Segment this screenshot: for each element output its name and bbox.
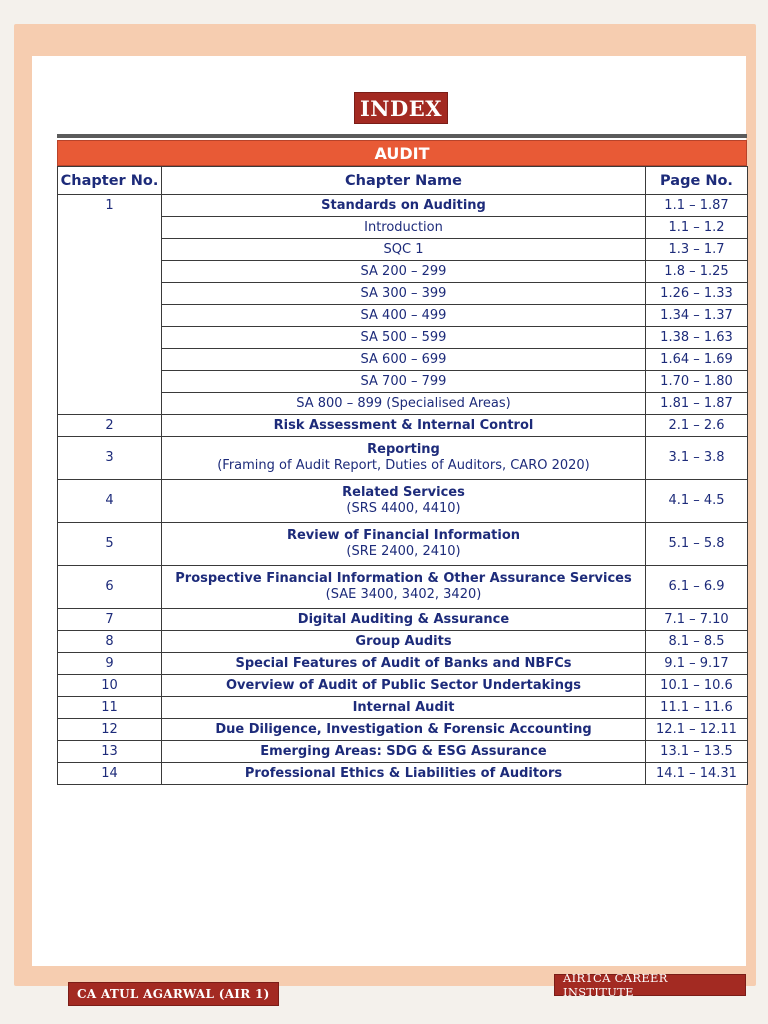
page-range: 8.1 – 8.5 bbox=[646, 631, 748, 653]
chapter-number: 9 bbox=[58, 653, 162, 675]
page-range: 3.1 – 3.8 bbox=[646, 437, 748, 480]
chapter-number: 10 bbox=[58, 675, 162, 697]
table-row bbox=[58, 327, 748, 349]
chapter-name-cell bbox=[162, 437, 646, 480]
page-range: 1.8 – 1.25 bbox=[646, 261, 748, 283]
table-row bbox=[58, 371, 748, 393]
page-range: 1.1 – 1.2 bbox=[646, 217, 748, 239]
table-row bbox=[58, 305, 748, 327]
page-range: 7.1 – 7.10 bbox=[646, 609, 748, 631]
table-row bbox=[58, 609, 748, 631]
chapter-title: Emerging Areas: SDG & ESG Assurance bbox=[260, 743, 547, 759]
sub-topic-name: SQC 1 bbox=[162, 239, 646, 261]
table-row bbox=[58, 697, 748, 719]
chapter-title: Standards on Auditing bbox=[162, 195, 646, 217]
chapter-title: Special Features of Audit of Banks and NBFCs bbox=[235, 655, 572, 671]
chapter-number: 8 bbox=[58, 631, 162, 653]
chapter-title: Reporting bbox=[367, 442, 440, 457]
table-row bbox=[58, 653, 748, 675]
sub-topic-name: SA 800 – 899 (Specialised Areas) bbox=[162, 393, 646, 415]
page-range: 6.1 – 6.9 bbox=[646, 566, 748, 609]
chapter-number: 6 bbox=[58, 566, 162, 609]
table-row bbox=[58, 675, 748, 697]
sub-topic-name: SA 400 – 499 bbox=[162, 305, 646, 327]
page-range: 1.3 – 1.7 bbox=[646, 239, 748, 261]
sub-topic-name: SA 300 – 399 bbox=[162, 283, 646, 305]
sub-topic-name: Introduction bbox=[162, 217, 646, 239]
table-row bbox=[58, 349, 748, 371]
table-row bbox=[58, 763, 748, 785]
chapter-title: Due Diligence, Investigation & Forensic Accounting bbox=[215, 721, 592, 737]
chapter-title: Professional Ethics & Liabilities of Auditors bbox=[244, 765, 563, 781]
sub-topic-name: SA 200 – 299 bbox=[162, 261, 646, 283]
col-header-chapter-name: Chapter Name bbox=[162, 167, 646, 195]
page-range: 11.1 – 11.6 bbox=[646, 697, 748, 719]
page-range: 1.70 – 1.80 bbox=[646, 371, 748, 393]
chapter-name-cell bbox=[162, 741, 646, 763]
chapter-number: 11 bbox=[58, 697, 162, 719]
page-range: 4.1 – 4.5 bbox=[646, 480, 748, 523]
page-border bbox=[14, 24, 756, 1001]
table-row bbox=[58, 719, 748, 741]
index-title: INDEX bbox=[354, 92, 448, 124]
chapter-number: 3 bbox=[58, 437, 162, 480]
table-row bbox=[58, 283, 748, 305]
table-header-row bbox=[58, 167, 748, 195]
chapter-title: Overview of Audit of Public Sector Undertakings bbox=[225, 677, 581, 693]
chapter-name-cell bbox=[162, 566, 646, 609]
sub-topic-name: SA 600 – 699 bbox=[162, 349, 646, 371]
page-range: 1.26 – 1.33 bbox=[646, 283, 748, 305]
chapter-name-cell bbox=[162, 653, 646, 675]
chapter-title: Digital Auditing & Assurance bbox=[297, 611, 510, 627]
footer-institute: AIR1CA CAREER INSTITUTE bbox=[554, 974, 746, 996]
page-range: 14.1 – 14.31 bbox=[646, 763, 748, 785]
chapter-name-cell bbox=[162, 719, 646, 741]
page-range: 2.1 – 2.6 bbox=[646, 415, 748, 437]
index-table bbox=[57, 166, 748, 785]
page-range: 1.64 – 1.69 bbox=[646, 349, 748, 371]
section-title: AUDIT bbox=[57, 140, 747, 166]
page-range: 10.1 – 10.6 bbox=[646, 675, 748, 697]
table-row bbox=[58, 239, 748, 261]
table-row bbox=[58, 261, 748, 283]
table-row bbox=[58, 631, 748, 653]
page-range: 13.1 – 13.5 bbox=[646, 741, 748, 763]
table-row bbox=[58, 415, 748, 437]
page-sheet bbox=[32, 56, 746, 1001]
chapter-number: 2 bbox=[58, 415, 162, 437]
table-row bbox=[58, 195, 748, 217]
sub-topic-name: SA 500 – 599 bbox=[162, 327, 646, 349]
page-range: 12.1 – 12.11 bbox=[646, 719, 748, 741]
chapter-number: 5 bbox=[58, 523, 162, 566]
chapter-name-cell bbox=[162, 697, 646, 719]
chapter-number: 12 bbox=[58, 719, 162, 741]
table-row bbox=[58, 741, 748, 763]
chapter-name-cell bbox=[162, 763, 646, 785]
page-range: 1.1 – 1.87 bbox=[646, 195, 748, 217]
table-row bbox=[58, 393, 748, 415]
chapter-title: Risk Assessment & Internal Control bbox=[273, 417, 534, 433]
page-range: 9.1 – 9.17 bbox=[646, 653, 748, 675]
chapter-number: 13 bbox=[58, 741, 162, 763]
chapter-title: Review of Financial Information bbox=[286, 528, 521, 543]
page-range: 1.34 – 1.37 bbox=[646, 305, 748, 327]
chapter-subtitle: (SRE 2400, 2410) bbox=[346, 544, 461, 559]
chapter-name-cell bbox=[162, 609, 646, 631]
sub-topic-name: SA 700 – 799 bbox=[162, 371, 646, 393]
page-range: 5.1 – 5.8 bbox=[646, 523, 748, 566]
chapter-name-cell bbox=[162, 631, 646, 653]
page-range: 1.81 – 1.87 bbox=[646, 393, 748, 415]
chapter-title: Internal Audit bbox=[352, 699, 455, 715]
page-range: 1.38 – 1.63 bbox=[646, 327, 748, 349]
chapter-number: 14 bbox=[58, 763, 162, 785]
chapter-subtitle: (SAE 3400, 3402, 3420) bbox=[325, 587, 482, 602]
chapter-number: 4 bbox=[58, 480, 162, 523]
chapter-name-cell bbox=[162, 675, 646, 697]
chapter-subtitle: (Framing of Audit Report, Duties of Auditors, CARO 2020) bbox=[217, 458, 590, 473]
chapter-subtitle: (SRS 4400, 4410) bbox=[346, 501, 461, 516]
table-row bbox=[58, 523, 748, 566]
header-rule bbox=[57, 134, 747, 138]
chapter-name-cell bbox=[162, 415, 646, 437]
chapter-title: Group Audits bbox=[355, 633, 452, 649]
table-row bbox=[58, 566, 748, 609]
table-row bbox=[58, 437, 748, 480]
table-row bbox=[58, 480, 748, 523]
table-row bbox=[58, 217, 748, 239]
chapter-name-cell bbox=[162, 480, 646, 523]
chapter-title: Prospective Financial Information & Other Assurance Services bbox=[175, 571, 632, 586]
chapter-number: 1 bbox=[58, 195, 162, 415]
chapter-number: 7 bbox=[58, 609, 162, 631]
col-header-chapter-no: Chapter No. bbox=[58, 167, 162, 195]
footer-author: CA ATUL AGARWAL (AIR 1) bbox=[68, 982, 279, 1006]
col-header-page-no: Page No. bbox=[646, 167, 748, 195]
chapter-name-cell bbox=[162, 523, 646, 566]
chapter-title: Related Services bbox=[342, 485, 465, 500]
